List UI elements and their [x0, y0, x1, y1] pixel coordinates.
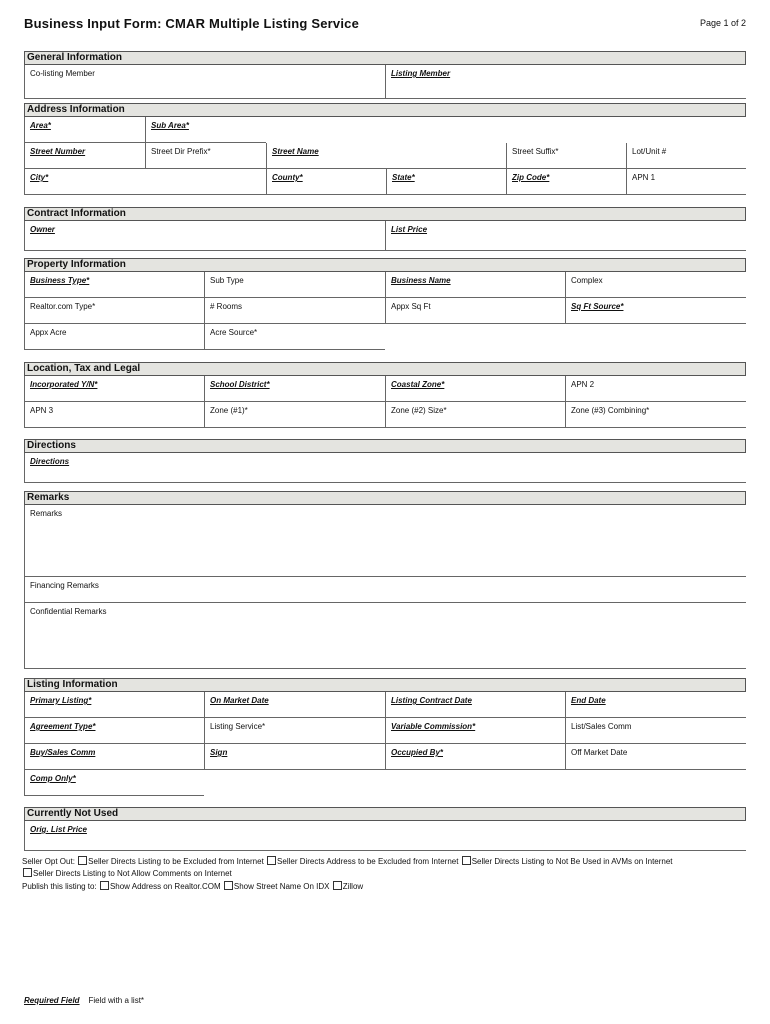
- seller-opt-out-row: [22, 856, 673, 866]
- incorporated-field[interactable]: Incorporated Y/N*: [24, 376, 204, 402]
- street-suffix-field[interactable]: Street Suffix*: [506, 143, 626, 169]
- empty-cell: [565, 324, 746, 350]
- empty-cell: [565, 770, 746, 796]
- appx-sqft-field[interactable]: Appx Sq Ft: [385, 298, 565, 324]
- orig-list-price-field[interactable]: Orig. List Price: [24, 821, 746, 851]
- empty-cell: [506, 117, 626, 143]
- appx-acre-field[interactable]: Appx Acre: [24, 324, 204, 350]
- end-date-field[interactable]: End Date: [565, 692, 746, 718]
- agreement-type-field[interactable]: Agreement Type*: [24, 718, 204, 744]
- apn2-field[interactable]: APN 2: [565, 376, 746, 402]
- zip-code-field[interactable]: Zip Code*: [506, 169, 626, 195]
- buy-sales-comm-field[interactable]: Buy/Sales Comm: [24, 744, 204, 770]
- listing-service-field[interactable]: Listing Service*: [204, 718, 385, 744]
- show-address-realtor-checkbox[interactable]: [100, 881, 109, 890]
- exclude-listing-label: Seller Directs Listing to be Excluded from Internet: [88, 857, 264, 866]
- zone2-field[interactable]: Zone (#2) Size*: [385, 402, 565, 428]
- zone3-field[interactable]: Zone (#3) Combining*: [565, 402, 746, 428]
- no-comments-checkbox[interactable]: [23, 868, 32, 877]
- directions-field[interactable]: Directions: [24, 453, 746, 483]
- on-market-date-field[interactable]: On Market Date: [204, 692, 385, 718]
- section-heading: Property Information: [24, 258, 746, 272]
- publish-row: [22, 881, 363, 891]
- lot-unit-field[interactable]: Lot/Unit #: [626, 143, 746, 169]
- show-street-idx-label: Show Street Name On IDX: [233, 882, 330, 891]
- section-heading: Location, Tax and Legal: [24, 362, 746, 376]
- list-field-legend: Field with a list*: [88, 996, 145, 1005]
- empty-cell: [385, 324, 565, 350]
- listing-contract-date-field[interactable]: Listing Contract Date: [385, 692, 565, 718]
- address-information-section: [24, 103, 746, 195]
- co-listing-member-field[interactable]: Co-listing Member: [24, 65, 385, 99]
- off-market-date-field[interactable]: Off Market Date: [565, 744, 746, 770]
- sign-field[interactable]: Sign: [204, 744, 385, 770]
- section-heading: Listing Information: [24, 678, 746, 692]
- primary-listing-field[interactable]: Primary Listing*: [24, 692, 204, 718]
- street-dir-prefix-field[interactable]: Street Dir Prefix*: [145, 143, 266, 169]
- street-name-field[interactable]: Street Name: [266, 143, 506, 169]
- publish-label: Publish this listing to:: [22, 882, 97, 891]
- comp-only-field[interactable]: Comp Only*: [24, 770, 204, 796]
- page-number: Page 1 of 2: [699, 18, 746, 28]
- sub-area-field[interactable]: Sub Area*: [145, 117, 266, 143]
- complex-field[interactable]: Complex: [565, 272, 746, 298]
- empty-cell: [385, 770, 565, 796]
- rooms-field[interactable]: # Rooms: [204, 298, 385, 324]
- exclude-listing-checkbox[interactable]: [78, 856, 87, 865]
- empty-cell: [626, 117, 746, 143]
- area-field[interactable]: Area*: [24, 117, 145, 143]
- section-heading: Address Information: [24, 103, 746, 117]
- apn3-field[interactable]: APN 3: [24, 402, 204, 428]
- general-information-section: [24, 51, 746, 99]
- empty-cell: [266, 117, 506, 143]
- no-comments-label: Seller Directs Listing to Not Allow Comments on Internet: [33, 869, 232, 878]
- section-heading: Directions: [24, 439, 746, 453]
- confidential-remarks-field[interactable]: Confidential Remarks: [24, 603, 746, 669]
- location-tax-legal-section: [24, 362, 746, 428]
- apn1-field[interactable]: APN 1: [626, 169, 746, 195]
- list-price-field[interactable]: List Price: [385, 221, 746, 251]
- remarks-section: [24, 491, 746, 669]
- show-street-idx-checkbox[interactable]: [224, 881, 233, 890]
- business-name-field[interactable]: Business Name: [385, 272, 565, 298]
- acre-source-field[interactable]: Acre Source*: [204, 324, 385, 350]
- street-number-field[interactable]: Street Number: [24, 143, 145, 169]
- listing-information-section: [24, 678, 746, 796]
- section-heading: Currently Not Used: [24, 807, 746, 821]
- form-title: Business Input Form: CMAR Multiple Listing Service: [24, 16, 360, 31]
- show-address-realtor-label: Show Address on Realtor.COM: [109, 882, 221, 891]
- no-avm-checkbox[interactable]: [462, 856, 471, 865]
- coastal-zone-field[interactable]: Coastal Zone*: [385, 376, 565, 402]
- sqft-source-field[interactable]: Sq Ft Source*: [565, 298, 746, 324]
- state-field[interactable]: State*: [386, 169, 506, 195]
- exclude-address-checkbox[interactable]: [267, 856, 276, 865]
- legend: [24, 996, 144, 1005]
- variable-commission-field[interactable]: Variable Commission*: [385, 718, 565, 744]
- financing-remarks-field[interactable]: Financing Remarks: [24, 577, 746, 603]
- listing-member-field[interactable]: Listing Member: [385, 65, 746, 99]
- business-type-field[interactable]: Business Type*: [24, 272, 204, 298]
- seller-opt-out-row-2: [22, 868, 232, 878]
- seller-opt-out-label: Seller Opt Out:: [22, 857, 75, 866]
- owner-field[interactable]: Owner: [24, 221, 385, 251]
- required-field-legend: Required Field: [24, 996, 80, 1005]
- zillow-checkbox[interactable]: [333, 881, 342, 890]
- section-heading: Remarks: [24, 491, 746, 505]
- section-heading: Contract Information: [24, 207, 746, 221]
- school-district-field[interactable]: School District*: [204, 376, 385, 402]
- zone1-field[interactable]: Zone (#1)*: [204, 402, 385, 428]
- no-avm-label: Seller Directs Listing to Not Be Used in AVMs on Internet: [471, 857, 673, 866]
- city-field[interactable]: City*: [24, 169, 266, 195]
- sub-type-field[interactable]: Sub Type: [204, 272, 385, 298]
- county-field[interactable]: County*: [266, 169, 386, 195]
- directions-section: [24, 439, 746, 483]
- section-heading: General Information: [24, 51, 746, 65]
- zillow-label: Zillow: [342, 882, 364, 891]
- empty-cell: [204, 770, 385, 796]
- realtor-com-type-field[interactable]: Realtor.com Type*: [24, 298, 204, 324]
- list-sales-comm-field[interactable]: List/Sales Comm: [565, 718, 746, 744]
- exclude-address-label: Seller Directs Address to be Excluded from Internet: [277, 857, 459, 866]
- remarks-field[interactable]: Remarks: [24, 505, 746, 577]
- occupied-by-field[interactable]: Occupied By*: [385, 744, 565, 770]
- currently-not-used-section: [24, 807, 746, 851]
- property-information-section: [24, 258, 746, 350]
- contract-information-section: [24, 207, 746, 251]
